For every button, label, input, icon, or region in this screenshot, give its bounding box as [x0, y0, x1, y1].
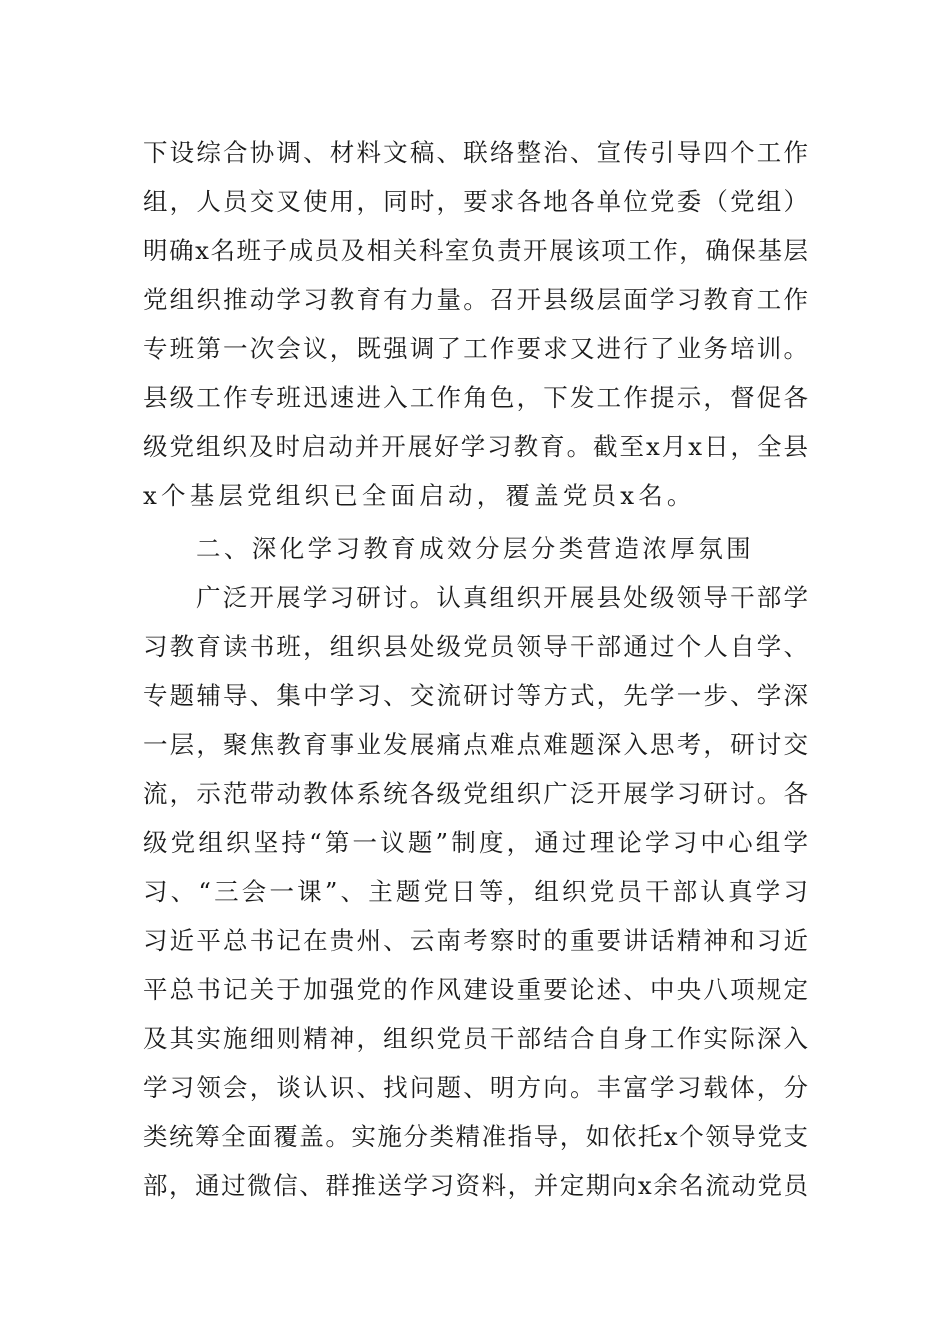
- paragraph-line: 专班第一次会议，既强调了工作要求又进行了业务培训。: [143, 334, 808, 363]
- paragraph-line: 习教育读书班，组织县处级党员领导干部通过个人自学、: [143, 632, 808, 661]
- paragraph-line: 级党组织坚持“第一议题”制度，通过理论学习中心组学: [143, 828, 808, 857]
- paragraph-line: 组，人员交叉使用，同时，要求各地各单位党委（党组）: [143, 187, 808, 216]
- paragraph-line: 类统筹全面覆盖。实施分类精准指导，如依托x个领导党支: [143, 1122, 808, 1151]
- section-heading: 二、深化学习教育成效分层分类营造浓厚氛围: [196, 534, 754, 563]
- paragraph-line: 及其实施细则精神，组织党员干部结合自身工作实际深入: [143, 1024, 808, 1053]
- paragraph-line: 县级工作专班迅速进入工作角色，下发工作提示，督促各: [143, 383, 808, 412]
- paragraph-line: 习、“三会一课”、主题党日等，组织党员干部认真学习: [143, 877, 808, 906]
- paragraph-line: x个基层党组织已全面启动，覆盖党员x名。: [143, 481, 696, 510]
- paragraph-line: 广泛开展学习研讨。认真组织开展县处级领导干部学: [196, 583, 808, 612]
- paragraph-line: 部，通过微信、群推送学习资料，并定期向x余名流动党员: [143, 1171, 808, 1200]
- paragraph-line: 级党组织及时启动并开展好学习教育。截至x月x日，全县: [143, 432, 808, 461]
- paragraph-line: 习近平总书记在贵州、云南考察时的重要讲话精神和习近: [143, 926, 808, 955]
- paragraph-line: 专题辅导、集中学习、交流研讨等方式，先学一步、学深: [143, 681, 808, 710]
- paragraph-line: 明确x名班子成员及相关科室负责开展该项工作，确保基层: [143, 236, 808, 265]
- paragraph-line: 下设综合协调、材料文稿、联络整治、宣传引导四个工作: [143, 138, 808, 167]
- paragraph-line: 学习领会，谈认识、找问题、明方向。丰富学习载体，分: [143, 1073, 808, 1102]
- paragraph-line: 流，示范带动教体系统各级党组织广泛开展学习研讨。各: [143, 779, 808, 808]
- paragraph-line: 党组织推动学习教育有力量。召开县级层面学习教育工作: [143, 285, 808, 314]
- paragraph-line: 一层，聚焦教育事业发展痛点难点难题深入思考，研讨交: [143, 730, 808, 759]
- paragraph-line: 平总书记关于加强党的作风建设重要论述、中央八项规定: [143, 975, 808, 1004]
